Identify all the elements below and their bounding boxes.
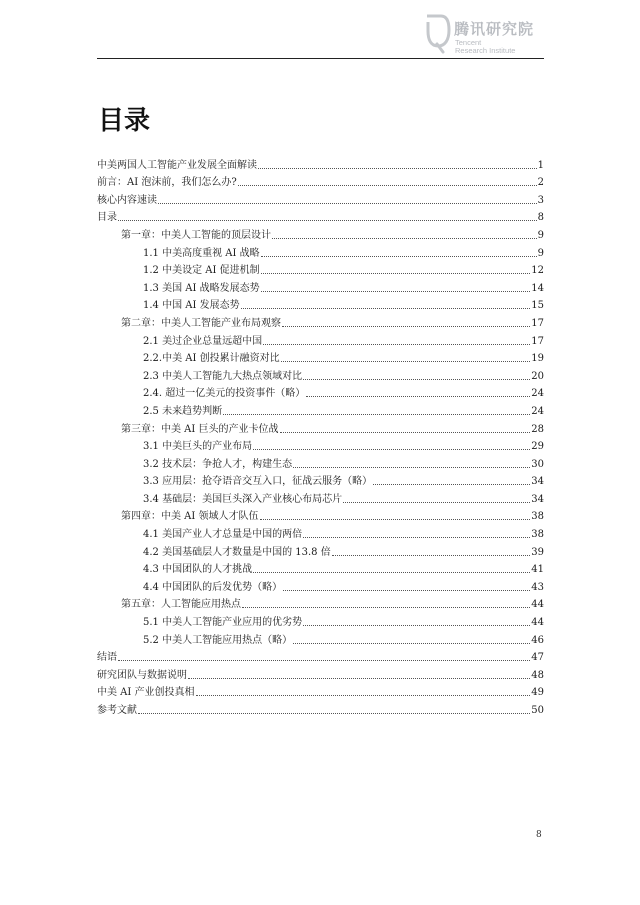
toc-dot-leader: [261, 256, 537, 257]
toc-entry-label: 目录: [97, 212, 117, 224]
toc-dot-leader: [188, 678, 530, 679]
toc-dot-leader: [263, 344, 530, 345]
logo-chinese-name: 腾讯研究院: [454, 20, 535, 38]
toc-entry-page: 47: [531, 652, 544, 664]
toc-dot-leader: [158, 203, 537, 204]
logo-english-name: [455, 39, 515, 55]
page-number: 8: [536, 830, 542, 840]
toc-entry-page: 15: [531, 300, 544, 312]
toc-dot-leader: [306, 396, 530, 397]
logo-english-line2: Research Institute: [455, 46, 516, 55]
toc-entry-page: 14: [531, 282, 544, 294]
tencent-research-logo: [425, 14, 555, 58]
toc-entry-label: 研究团队与数据说明: [97, 669, 187, 681]
toc-dot-leader: [343, 502, 530, 503]
toc-entry-label: 2.5 未来趋势判断: [143, 405, 223, 417]
toc-entry-page: 41: [531, 564, 544, 576]
toc-entry[interactable]: [97, 611, 544, 629]
toc-entry-label: 4.1 美国产业人才总量是中国的两倍: [143, 529, 303, 541]
toc-dot-leader: [272, 238, 537, 239]
toc-entry-page: 30: [531, 458, 544, 470]
toc-entry[interactable]: [97, 189, 544, 207]
toc-entry-label: 1.1 中美高度重视 AI 战略: [143, 247, 260, 259]
toc-dot-leader: [293, 467, 530, 468]
toc-dot-leader: [118, 660, 530, 661]
toc-entry[interactable]: [97, 559, 544, 577]
toc-entry-page: 9: [537, 247, 544, 259]
toc-entry[interactable]: [97, 682, 544, 700]
toc-entry-page: 12: [531, 265, 544, 277]
toc-entry[interactable]: [97, 523, 544, 541]
toc-dot-leader: [261, 273, 531, 274]
toc-dot-leader: [281, 361, 531, 362]
logo-english-line1: Tencent: [455, 38, 482, 47]
toc-dot-leader: [238, 185, 537, 186]
toc-entry-label: 3.1 中美巨头的产业布局: [143, 441, 253, 453]
toc-dot-leader: [242, 607, 530, 608]
toc-entry-label: 中美两国人工智能产业发展全面解读: [97, 159, 257, 171]
toc-entry[interactable]: [97, 699, 544, 717]
toc-dot-leader: [303, 379, 530, 380]
toc-entry[interactable]: [97, 295, 544, 313]
toc-entry-label: 第五章：人工智能应用热点: [121, 599, 241, 611]
toc-entry-label: 第二章：中美人工智能产业布局观察: [121, 317, 281, 329]
toc-entry[interactable]: [97, 629, 544, 647]
page-title: 目录: [98, 106, 151, 136]
toc-entry-page: 34: [531, 476, 544, 488]
toc-entry[interactable]: [97, 260, 544, 278]
toc-dot-leader: [332, 555, 531, 556]
toc-dot-leader: [138, 713, 530, 714]
toc-entry-label: 3.3 应用层：抢夺语音交互入口，征战云服务（略）: [143, 476, 373, 488]
toc-entry-page: 46: [531, 634, 544, 646]
toc-dot-leader: [373, 484, 530, 485]
toc-entry[interactable]: [97, 436, 544, 454]
toc-entry[interactable]: [97, 330, 544, 348]
toc-entry-label: 第四章：中美 AI 领域人才队伍: [121, 511, 259, 523]
toc-entry-page: 28: [531, 423, 544, 435]
toc-dot-leader: [253, 572, 530, 573]
toc-entry[interactable]: [97, 453, 544, 471]
toc-dot-leader: [253, 449, 530, 450]
toc-dot-leader: [260, 519, 531, 520]
toc-entry-label: 4.3 中国团队的人才挑战: [143, 564, 253, 576]
toc-dot-leader: [261, 291, 531, 292]
toc-dot-leader: [303, 625, 530, 626]
toc-entry[interactable]: [97, 348, 544, 366]
toc-entry[interactable]: [97, 172, 544, 190]
toc-entry[interactable]: [97, 664, 544, 682]
toc-entry-page: 49: [531, 687, 544, 699]
toc-dot-leader: [283, 590, 530, 591]
toc-entry-label: 4.4 中国团队的后发优势（略）: [143, 581, 283, 593]
toc-entry-label: 中美 AI 产业创投真相: [97, 687, 195, 699]
toc-entry-label: 2.3 中美人工智能九大热点领域对比: [143, 370, 303, 382]
toc-entry-label: 1.3 美国 AI 战略发展态势: [143, 282, 260, 294]
toc-entry-page: 38: [531, 511, 544, 523]
toc-entry-label: 3.2 技术层：争抢人才，构建生态: [143, 458, 293, 470]
toc-entry-page: 50: [531, 705, 544, 716]
toc-dot-leader: [118, 220, 537, 221]
toc-entry-page: 17: [531, 317, 544, 329]
toc-entry-page: 20: [531, 370, 544, 382]
toc-entry[interactable]: [97, 488, 544, 506]
toc-entry[interactable]: [97, 594, 544, 612]
toc-dot-leader: [303, 537, 530, 538]
toc-entry-page: 3: [537, 194, 544, 206]
toc-entry-page: 44: [531, 617, 544, 629]
toc-entry-page: 44: [531, 599, 544, 611]
toc-entry-page: 24: [531, 388, 544, 400]
toc-entry-label: 参考文献: [97, 705, 137, 716]
toc-entry[interactable]: [97, 471, 544, 489]
toc-dot-leader: [241, 308, 531, 309]
toc-entry-page: 43: [531, 581, 544, 593]
toc-entry-page: 39: [531, 546, 544, 558]
toc-entry[interactable]: [97, 365, 544, 383]
toc-entry[interactable]: [97, 207, 544, 225]
toc-entry-page: 19: [531, 353, 544, 365]
logo-mark-icon: [425, 14, 451, 54]
toc-entry-label: 1.4 中国 AI 发展态势: [143, 300, 240, 312]
toc-entry-label: 第三章：中美 AI 巨头的产业卡位战: [121, 423, 279, 435]
toc-entry[interactable]: [97, 400, 544, 418]
toc-dot-leader: [293, 643, 530, 644]
toc-entry-page: 17: [531, 335, 544, 347]
toc-entry-label: 5.1 中美人工智能产业应用的优劣势: [143, 617, 303, 629]
toc-entry-page: 48: [531, 669, 544, 681]
toc-entry-label: 4.2 美国基础层人才数量是中国的 13.8 倍: [143, 546, 331, 558]
toc-entry-label: 2.4. 超过一亿美元的投资事件（略）: [143, 388, 306, 400]
toc-entry[interactable]: [97, 224, 544, 242]
toc-dot-leader: [280, 432, 531, 433]
toc-entry-label: 1.2 中美设定 AI 促进机制: [143, 265, 260, 277]
toc-entry[interactable]: [97, 277, 544, 295]
toc-dot-leader: [258, 168, 537, 169]
toc-entry-label: 第一章：中美人工智能的顶层设计: [121, 229, 271, 241]
toc-entry-page: 24: [531, 405, 544, 417]
toc-entry[interactable]: [97, 418, 544, 436]
toc-entry-page: 9: [537, 229, 544, 241]
toc-entry[interactable]: [97, 242, 544, 260]
toc-entry-label: 结语: [97, 652, 117, 664]
toc-entry[interactable]: [97, 383, 544, 401]
toc-entry-label: 5.2 中美人工智能应用热点（略）: [143, 634, 293, 646]
toc-dot-leader: [282, 326, 530, 327]
toc-entry[interactable]: [97, 647, 544, 665]
header-divider: [97, 58, 544, 59]
toc-entry[interactable]: [97, 541, 544, 559]
toc-dot-leader: [223, 414, 530, 415]
toc-entry-label: 3.4 基础层：美国巨头深入产业核心布局芯片: [143, 493, 343, 505]
table-of-contents: [97, 154, 544, 717]
toc-entry[interactable]: [97, 576, 544, 594]
toc-entry-page: 38: [531, 529, 544, 541]
toc-entry-label: 2.1 美过企业总量远超中国: [143, 335, 263, 347]
toc-entry-label: 2.2.中美 AI 创投累计融资对比: [143, 353, 280, 365]
toc-entry-page: 29: [531, 441, 544, 453]
toc-entry-page: 1: [537, 159, 544, 171]
toc-entry-label: 前言：AI 泡沫前，我们怎么办?: [97, 177, 237, 189]
toc-entry[interactable]: [97, 506, 544, 524]
toc-entry-page: 8: [537, 212, 544, 224]
toc-entry[interactable]: [97, 312, 544, 330]
toc-entry[interactable]: [97, 154, 544, 172]
toc-dot-leader: [196, 695, 531, 696]
toc-entry-page: 34: [531, 493, 544, 505]
toc-entry-label: 核心内容速读: [97, 194, 157, 206]
toc-entry-page: 2: [537, 177, 544, 189]
